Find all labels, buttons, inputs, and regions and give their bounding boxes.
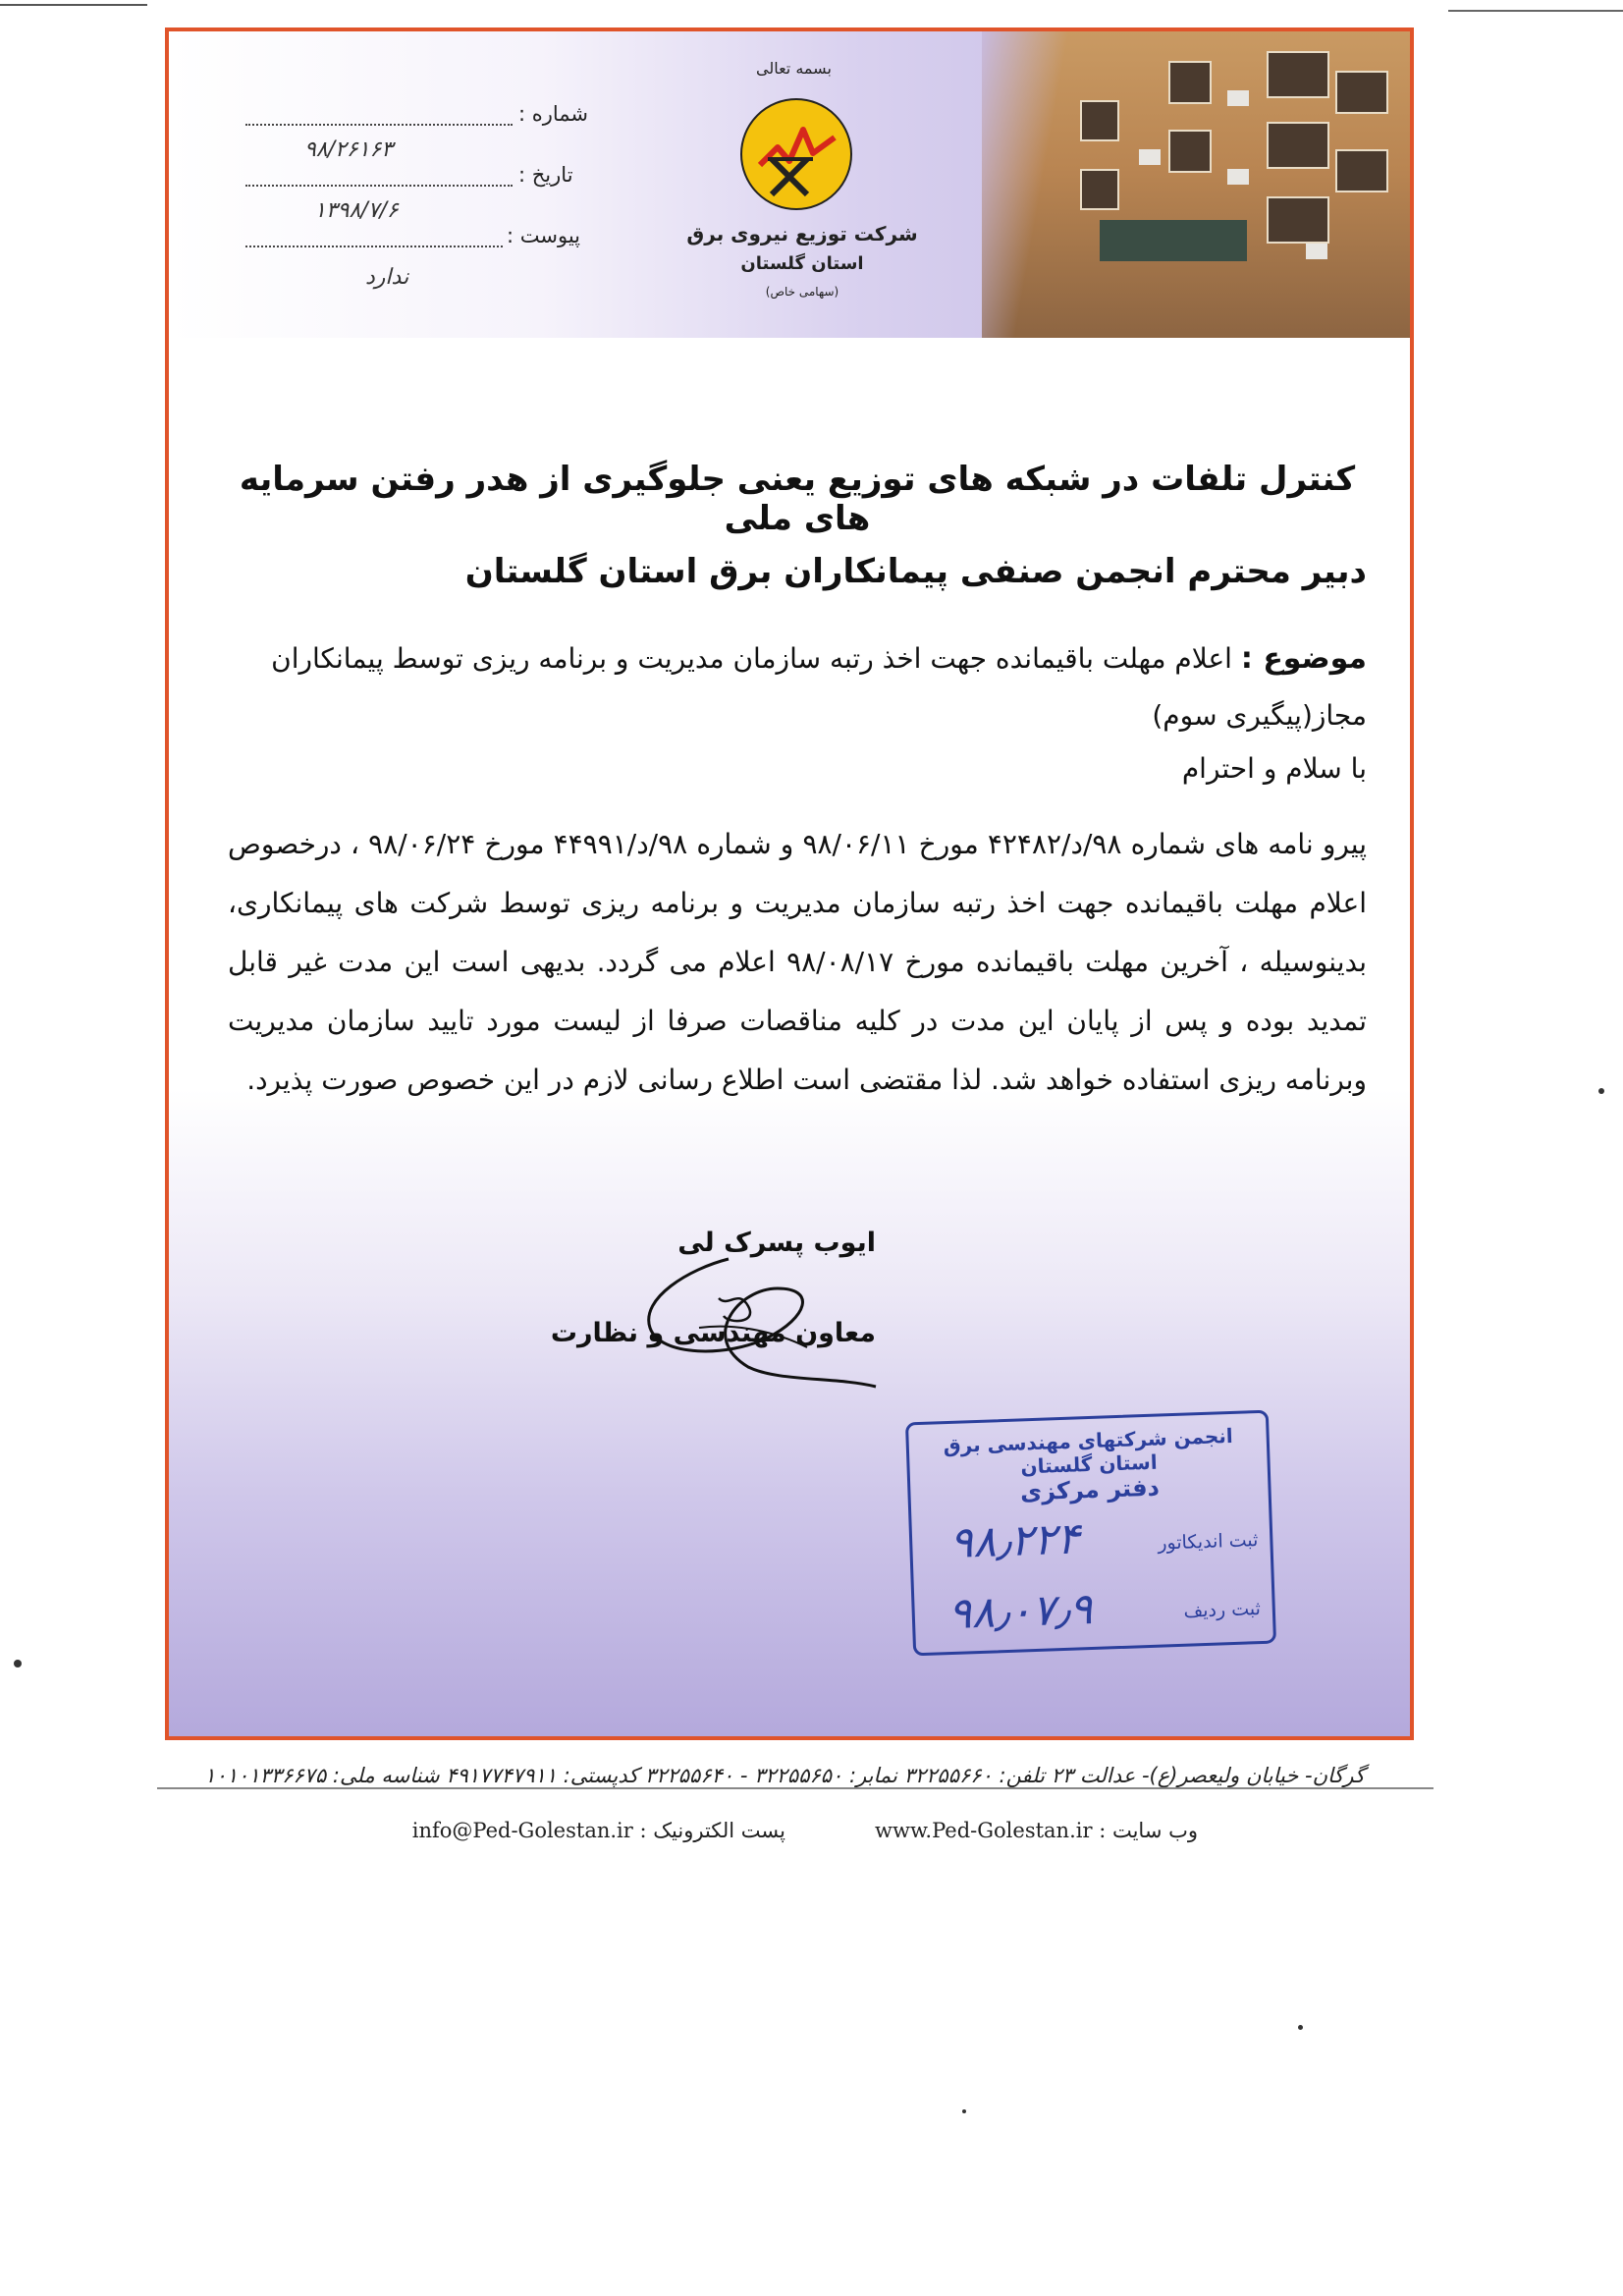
footer-divider — [157, 1787, 1434, 1789]
stamp-indicator-label: ثبت اندیکاتور — [1157, 1529, 1259, 1555]
scan-speck — [14, 1660, 22, 1667]
scan-speck — [1598, 1088, 1604, 1094]
footer-address: گرگان- خیابان ولیعصر(ع)- عدالت ۲۳ تلفن: ۳۲۲۵۵۶۶۰ نمابر: ۳۲۲۵۵۶۵۰ - ۳۲۲۵۵۶۴۰ کدپستی: ۴۹۱۷۷۴۷۹۱۱ شناسه ملی: ۱۰۱۰۱۳۳۶۶۷۵ — [204, 1764, 1365, 1787]
email-link[interactable]: info@Ped-Golestan.ir — [411, 1819, 633, 1842]
email-label: پست الکترونیک : — [639, 1819, 785, 1842]
stamp-office: دفتر مرکزی — [1019, 1473, 1161, 1506]
company-logo-icon — [738, 96, 854, 212]
bismillah: بسمه تعالی — [756, 59, 832, 78]
footer-website — [844, 1819, 1198, 1842]
website-label: وب سایت : — [1099, 1819, 1198, 1842]
signatory-name: ایوب پسرک لی — [677, 1228, 876, 1258]
company-region: استان گلستان — [740, 253, 864, 274]
number-value: ۹۸/۲۶۱۶۳ — [304, 137, 394, 162]
stamp-row-value: ۹۸٫۰۷٫۹ — [947, 1584, 1094, 1640]
date-dotted-line — [245, 185, 513, 187]
scan-edge-top-right — [1448, 10, 1623, 12]
attachment-label: پیوست : — [507, 224, 580, 247]
date-value: ۱۳۹۸/۷/۶ — [314, 198, 399, 223]
attachment-dotted-line — [245, 246, 503, 247]
stamp-organization: انجمن شرکتهای مهندسی برق استان گلستان — [943, 1423, 1234, 1479]
scan-speck — [1298, 2025, 1303, 2030]
letter-subject — [228, 630, 1367, 744]
letterhead — [169, 31, 1410, 338]
letter-addressee: دبیر محترم انجمن صنفی پیمانکاران برق استان گلستان — [464, 552, 1367, 591]
building-photo — [982, 31, 1410, 338]
letter-frame — [165, 27, 1414, 1740]
stamp-indicator-value: ۹۸٫۲۲۴ — [948, 1513, 1081, 1569]
letter-greeting: با سلام و احترام — [1181, 752, 1367, 785]
attachment-value: ندارد — [365, 265, 409, 290]
scan-edge-top-left — [0, 4, 147, 6]
scan-speck — [962, 2109, 966, 2113]
received-stamp — [905, 1410, 1276, 1657]
building-sign — [1100, 220, 1247, 261]
website-link[interactable]: www.Ped-Golestan.ir — [875, 1819, 1093, 1842]
letter-body: پیرو نامه های شماره ۹۸/د/۴۲۴۸۲ مورخ ۹۸/۰۶/۱۱ و شماره ۹۸/د/۴۴۹۹۱ مورخ ۹۸/۰۶/۲۴ ، درخصوص اعلام مهلت باقیمانده جهت اخذ رتبه سازمان مدیریت و برنامه ریزی توسط شرکت های پیمانکاری، بدینوسیله ، آخرین مهلت باقیمانده مورخ ۹۸/۰۸/۱۷ اعلام می گردد. بدیهی است این مدت غیر قابل تمدید بوده و پس از پایان این مدت در کلیه مناقصات صرفا از لیست مورد تایید سازمان مدیریت وبرنامه ریزی استفاده خواهد شد. لذا مقتضی است اطلاع رسانی لازم در این خصوص صورت پذیرد. — [228, 828, 1368, 1096]
company-name: شرکت توزیع نیروی برق — [686, 222, 918, 246]
stamp-row-label: ثبت ردیف — [1183, 1598, 1262, 1622]
footer-email — [383, 1819, 785, 1842]
subject-label: موضوع : — [1240, 641, 1367, 676]
date-label: تاریخ : — [518, 163, 573, 187]
number-label: شماره : — [518, 102, 589, 126]
signatory-title: معاون مهندسی و نظارت — [550, 1318, 876, 1348]
company-type: (سهامی خاص) — [765, 285, 839, 299]
number-dotted-line — [245, 124, 513, 126]
letter-headline: کنترل تلفات در شبکه های توزیع یعنی جلوگیری از هدر رفتن سرمایه های ملی — [239, 460, 1356, 538]
subject-text: اعلام مهلت باقیمانده جهت اخذ رتبه سازمان مدیریت و برنامه ریزی توسط پیمانکاران مجاز(پیگیری سوم) — [271, 642, 1367, 732]
